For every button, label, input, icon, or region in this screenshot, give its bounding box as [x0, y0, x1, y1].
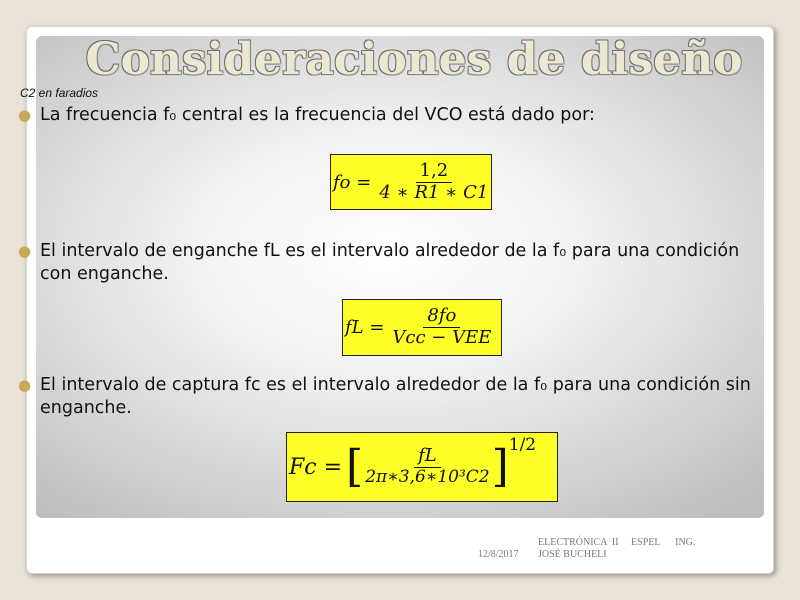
footer-date: 12/8/2017 [478, 549, 519, 560]
equation-fo-lhs: fo = [333, 171, 372, 193]
equation-fc-denominator: 2π∗3,6∗10³C2 [365, 467, 490, 488]
equation-fc-numerator: fL [414, 446, 441, 468]
equation-fc-fraction [363, 446, 491, 487]
equation-fl-numerator: 8fo [423, 306, 460, 328]
bullet-lock-range: El intervalo de enganche fL es el intervalo alrededor de la f₀ para una condición con enganche. [40, 241, 740, 284]
footer-author: JOSÉ BUCHELI [538, 549, 607, 560]
equation-fc [286, 432, 558, 502]
left-bracket: [ [346, 441, 364, 492]
equation-fl [342, 299, 502, 356]
bullet-dot-icon: ● [18, 376, 32, 394]
equation-fc-lhs: Fc = [289, 454, 343, 480]
equation-fo-numerator: 1,2 [416, 161, 453, 183]
equation-fl-denominator: Vcc − VEE [392, 327, 492, 348]
bullet-capture-range: El intervalo de captura fc es el intervalo alrededor de la f₀ para una condición sin enganche. [40, 375, 751, 418]
bullet-dot-icon: ● [18, 106, 32, 124]
bullet-frequency-center: La frecuencia f₀ central es la frecuencia del VCO está dado por: [40, 105, 595, 125]
bullet-dot-icon: ● [18, 242, 32, 260]
equation-fo-fraction [377, 161, 490, 203]
equation-fo [330, 154, 492, 210]
equation-fc-exponent: 1/2 [508, 435, 537, 455]
equation-fo-denominator: 4 ∗ R1 ∗ C1 [379, 181, 489, 203]
unit-note: C2 en faradios [20, 86, 99, 100]
footer-course: ELECTRÓNICA II ESPEL ING. [538, 537, 696, 548]
right-bracket: ] [491, 441, 509, 492]
equation-fl-lhs: fL = [345, 317, 385, 338]
slide-title: Consideraciones de diseño [85, 34, 743, 85]
equation-fl-fraction [390, 306, 493, 348]
